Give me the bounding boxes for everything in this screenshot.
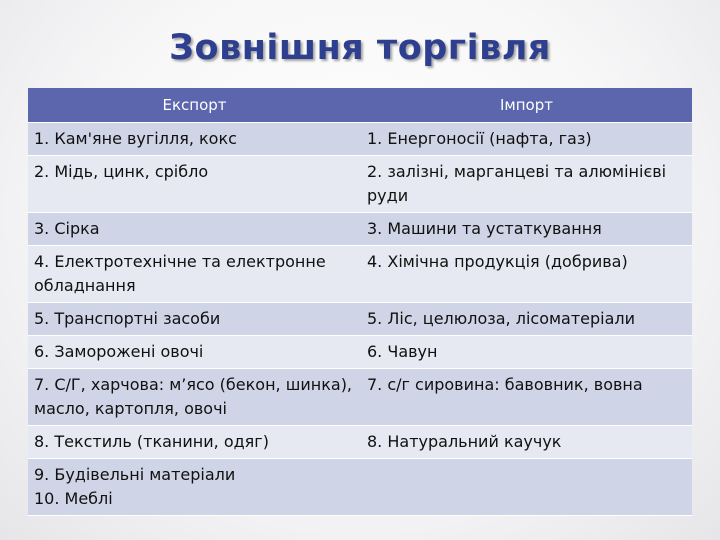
slide-title: Зовнішня торгівля xyxy=(169,28,551,68)
import-cell: 5. Ліс, целюлоза, лісоматеріали xyxy=(361,303,692,336)
table-row xyxy=(28,213,692,246)
export-cell: 3. Сірка xyxy=(28,213,361,246)
table-row xyxy=(28,246,692,303)
export-cell: 8. Текстиль (тканини, одяг) xyxy=(28,426,361,459)
export-cell: 7. С/Г, харчова: м’ясо (бекон, шинка), масло, картопля, овочі xyxy=(28,369,361,426)
import-cell: 3. Машини та устаткування xyxy=(361,213,692,246)
import-cell: 2. залізні, марганцеві та алюмінієві руди xyxy=(361,156,692,213)
table-header-row xyxy=(28,88,692,123)
export-cell: 9. Будівельні матеріали 10. Меблі xyxy=(28,459,361,516)
export-cell: 6. Заморожені овочі xyxy=(28,336,361,369)
import-cell: 4. Хімічна продукція (добрива) xyxy=(361,246,692,303)
table-row xyxy=(28,303,692,336)
import-cell: 7. с/г сировина: бавовник, вовна xyxy=(361,369,692,426)
trade-table xyxy=(28,88,692,516)
table-row xyxy=(28,336,692,369)
table-row xyxy=(28,156,692,213)
table-row xyxy=(28,123,692,156)
header-import: Імпорт xyxy=(361,88,692,123)
export-cell: 5. Транспортні засоби xyxy=(28,303,361,336)
table-row xyxy=(28,459,692,516)
import-cell: 8. Натуральний каучук xyxy=(361,426,692,459)
export-cell: 4. Електротехнічне та електронне обладнання xyxy=(28,246,361,303)
header-export: Експорт xyxy=(28,88,361,123)
table-row xyxy=(28,426,692,459)
export-cell: 1. Кам'яне вугілля, кокс xyxy=(28,123,361,156)
import-cell xyxy=(361,459,692,516)
table-row xyxy=(28,369,692,426)
import-cell: 6. Чавун xyxy=(361,336,692,369)
export-cell: 2. Мідь, цинк, срібло xyxy=(28,156,361,213)
import-cell: 1. Енергоносії (нафта, газ) xyxy=(361,123,692,156)
